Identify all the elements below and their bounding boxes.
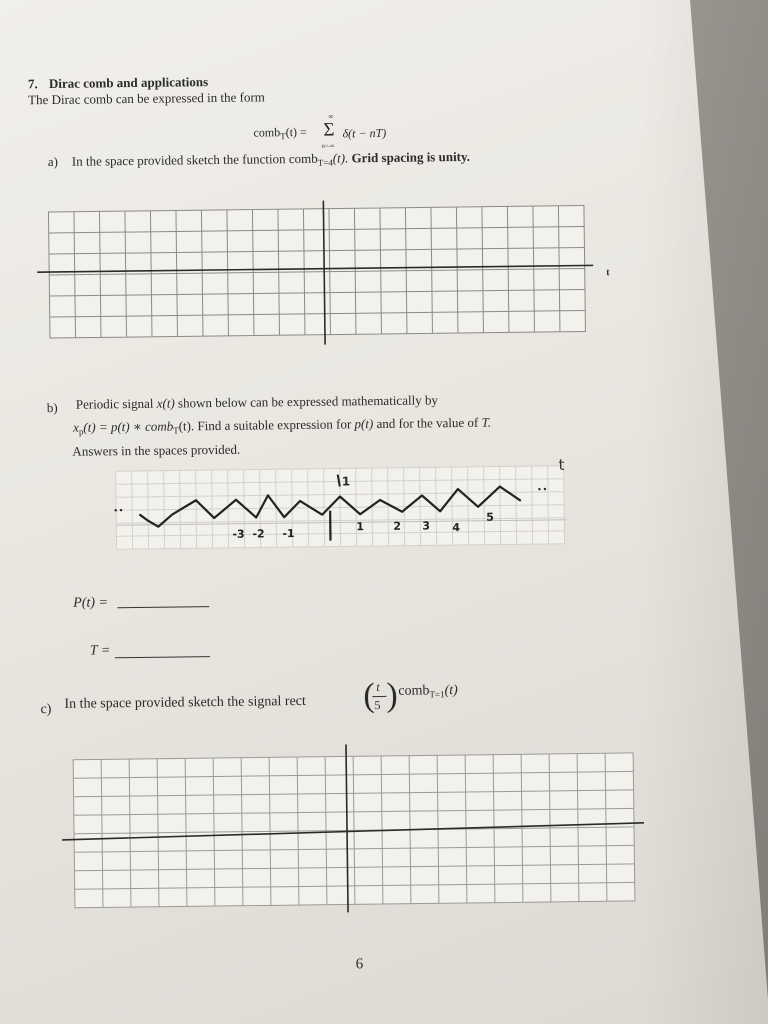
grid-b-tick-label: 2 xyxy=(393,519,402,533)
question-intro: The Dirac comb can be expressed in the form xyxy=(27,89,265,108)
formula-lhs-arg: (t) = xyxy=(285,124,307,140)
part-b-line2-post: and for the value of xyxy=(376,414,479,432)
part-c-frac-den: 5 xyxy=(374,698,381,713)
part-c-label: c) xyxy=(40,702,52,718)
grid-b-tick-label: 5 xyxy=(486,510,494,524)
part-a-note: Grid spacing is unity. xyxy=(351,148,471,166)
grid-b-tick-label: -3 xyxy=(232,527,245,541)
grid-a-axis-label: t xyxy=(606,267,610,279)
grid-b-tick-label: -1 xyxy=(282,527,295,541)
part-c-comb-text: comb xyxy=(398,683,430,699)
grid-b-dots-right: • • xyxy=(537,483,547,495)
part-b-xp-sub: p xyxy=(78,426,84,437)
part-b-xp: x xyxy=(72,419,79,435)
part-c-comb-arg: (t) xyxy=(444,683,458,699)
part-b-eq-arg: (t). Find a suitable expression for xyxy=(178,416,352,434)
part-b-line1-var: x(t) xyxy=(156,395,175,411)
answer-t-label: T = xyxy=(89,643,111,659)
formula-sum-top: ∞ xyxy=(328,112,334,121)
grid-b-axis-label: t xyxy=(558,455,565,474)
part-b-eq: (t) = p(t) ∗ comb xyxy=(83,418,174,435)
part-b-line3: Answers in the spaces provided. xyxy=(72,441,241,459)
part-b-T: T. xyxy=(481,414,492,430)
grid-b-tick-label: 1 xyxy=(356,520,365,534)
formula-lhs: comb xyxy=(253,125,281,140)
part-c-text: In the space provided sketch the signal rect xyxy=(64,693,306,712)
formula-rhs: δ(t − nT) xyxy=(342,125,387,141)
formula-sigma: Σ xyxy=(323,119,335,141)
question-title: Dirac comb and applications xyxy=(48,74,209,92)
formula-sum-bottom: n=-∞ xyxy=(321,143,335,150)
grid-b-tick-label: 4 xyxy=(452,521,461,535)
part-a-text-sub: T=4 xyxy=(317,157,333,168)
part-c-comb-sub: T=1 xyxy=(429,689,445,700)
page-number: 6 xyxy=(355,956,364,973)
part-a-text-main: In the space provided sketch the function comb xyxy=(71,150,318,169)
part-a-label: a) xyxy=(47,153,59,170)
part-a-text-arg: (t). xyxy=(332,150,349,166)
part-b-line1-pre: Periodic signal xyxy=(75,395,154,412)
part-c-paren-right: ) xyxy=(386,676,398,714)
part-b-eq-sub: T xyxy=(173,425,179,436)
answer-p-label: P(t) = xyxy=(73,595,109,611)
part-b-label: b) xyxy=(46,399,58,416)
question-number: 7. xyxy=(27,76,38,92)
grid-b-dots-left: • • xyxy=(114,505,123,516)
part-c-frac-num: t xyxy=(376,680,380,695)
grid-b-tick-label: -2 xyxy=(252,527,265,541)
grid-b-top-label: 1 xyxy=(341,474,351,489)
part-b-line1-post: shown below can be expressed mathematically by xyxy=(177,392,438,411)
part-b-pt: p(t) xyxy=(354,416,374,432)
part-c-paren-left: ( xyxy=(363,677,375,715)
grid-b-tick-label: 3 xyxy=(422,519,431,533)
formula-lhs-sub: T xyxy=(280,131,286,142)
